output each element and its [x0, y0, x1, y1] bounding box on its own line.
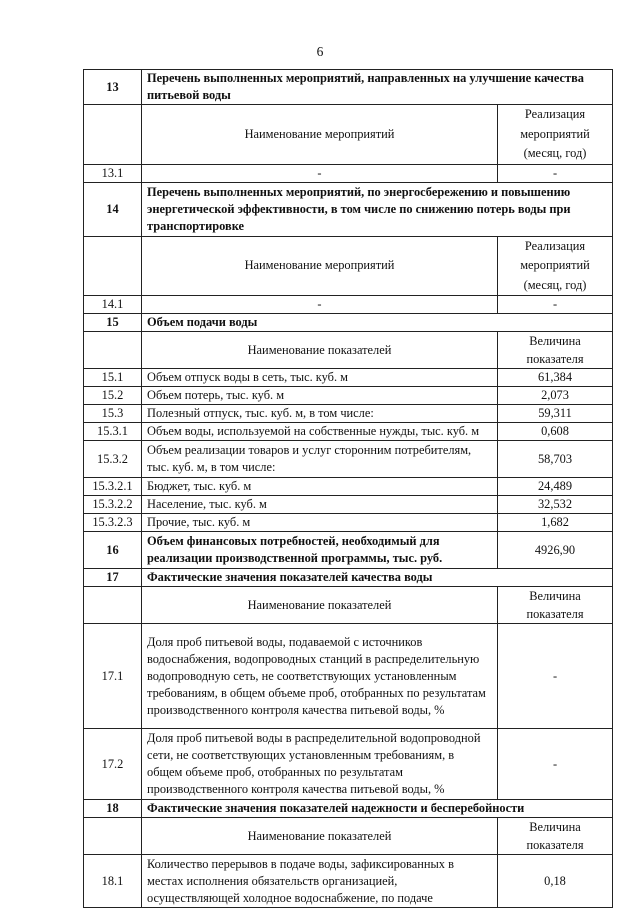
table-row: [84, 478, 613, 496]
header-row: [84, 236, 613, 296]
section-title: Перечень выполненных мероприятий, направленных на улучшение качества питьевой воды: [142, 70, 613, 105]
row-name: -: [142, 164, 498, 182]
row-name: Бюджет, тыс. куб. м: [142, 478, 498, 496]
section-number: 15: [84, 314, 142, 332]
table-row: [84, 855, 613, 908]
row-value: -: [498, 296, 613, 314]
table-row: [84, 423, 613, 441]
row-value: 61,384: [498, 369, 613, 387]
section-title: Объем финансовых потребностей, необходимый для реализации производственной программы, тыс. руб.: [142, 532, 498, 569]
row-number: 15.3: [84, 405, 142, 423]
row-number: 15.3.2: [84, 441, 142, 478]
row-value: 1,682: [498, 514, 613, 532]
column-header-value: Величина показателя: [498, 818, 613, 855]
row-value: 2,073: [498, 387, 613, 405]
row-value: 0,608: [498, 423, 613, 441]
column-header-value: Величина показателя: [498, 587, 613, 624]
row-name: Количество перерывов в подаче воды, зафиксированных в местах исполнения обязательств организацией, осуществляющей холодное водоснабжение, по подаче: [142, 855, 498, 908]
row-name: Прочие, тыс. куб. м: [142, 514, 498, 532]
header-row: [84, 332, 613, 369]
section-number: 13: [84, 70, 142, 105]
row-number: 15.1: [84, 369, 142, 387]
column-header-value: Величина показателя: [498, 332, 613, 369]
column-header-name: Наименование показателей: [142, 332, 498, 369]
column-header-name: Наименование мероприятий: [142, 105, 498, 165]
table-row: [84, 624, 613, 729]
empty-cell: [84, 105, 142, 165]
section-row-16: [84, 532, 613, 569]
row-number: 15.2: [84, 387, 142, 405]
row-number: 15.3.2.3: [84, 514, 142, 532]
section-value: 4926,90: [498, 532, 613, 569]
row-number: 17.2: [84, 729, 142, 800]
row-number: 18.1: [84, 855, 142, 908]
table-row: [84, 405, 613, 423]
row-value: -: [498, 729, 613, 800]
row-number: 17.1: [84, 624, 142, 729]
column-header-value: Реализация мероприятий (месяц, год): [498, 236, 613, 296]
empty-cell: [84, 236, 142, 296]
section-row-14: [84, 182, 613, 236]
empty-cell: [84, 332, 142, 369]
section-title: Перечень выполненных мероприятий, по энергосбережению и повышению энергетической эффективности, в том числе по снижению потерь воды при транспортировке: [142, 182, 613, 236]
row-name: Доля проб питьевой воды в распределительной водопроводной сети, не соответствующих установленным требованиям, в общем объеме проб, отобранных по результатам производственного контроля качества питьевой воды, %: [142, 729, 498, 800]
row-number: 15.3.2.1: [84, 478, 142, 496]
row-name: -: [142, 296, 498, 314]
section-row-18: [84, 800, 613, 818]
section-row-17: [84, 569, 613, 587]
section-row-15: [84, 314, 613, 332]
row-value: 59,311: [498, 405, 613, 423]
row-value: -: [498, 164, 613, 182]
row-number: 15.3.1: [84, 423, 142, 441]
row-value: -: [498, 624, 613, 729]
row-value: 58,703: [498, 441, 613, 478]
header-row: [84, 105, 613, 165]
section-number: 17: [84, 569, 142, 587]
column-header-value: Реализация мероприятий (месяц, год): [498, 105, 613, 165]
row-name: Доля проб питьевой воды, подаваемой с источников водоснабжения, водопроводных станций в распределительную водопроводную сеть, не соответствующих установленным требованиям, в общем объеме проб, отобранных по результатам производственного контроля качества питьевой воды, %: [142, 624, 498, 729]
header-row: [84, 587, 613, 624]
table-row: [84, 441, 613, 478]
row-number: 13.1: [84, 164, 142, 182]
empty-cell: [84, 587, 142, 624]
table-row: [84, 164, 613, 182]
row-name: Население, тыс. куб. м: [142, 496, 498, 514]
column-header-name: Наименование показателей: [142, 818, 498, 855]
table-row: [84, 496, 613, 514]
table-row: [84, 369, 613, 387]
column-header-name: Наименование показателей: [142, 587, 498, 624]
section-title: Фактические значения показателей качества воды: [142, 569, 613, 587]
section-number: 18: [84, 800, 142, 818]
section-title: Фактические значения показателей надежности и бесперебойности: [142, 800, 613, 818]
section-number: 16: [84, 532, 142, 569]
column-header-name: Наименование мероприятий: [142, 236, 498, 296]
table-row: [84, 387, 613, 405]
table-row: [84, 514, 613, 532]
row-value: 0,18: [498, 855, 613, 908]
section-number: 14: [84, 182, 142, 236]
empty-cell: [84, 818, 142, 855]
row-name: Объем воды, используемой на собственные нужды, тыс. куб. м: [142, 423, 498, 441]
page-number: 6: [316, 44, 324, 59]
row-value: 24,489: [498, 478, 613, 496]
row-number: 15.3.2.2: [84, 496, 142, 514]
row-value: 32,532: [498, 496, 613, 514]
row-number: 14.1: [84, 296, 142, 314]
row-name: Объем потерь, тыс. куб. м: [142, 387, 498, 405]
row-name: Объем реализации товаров и услуг сторонним потребителям, тыс. куб. м, в том числе:: [142, 441, 498, 478]
row-name: Объем отпуск воды в сеть, тыс. куб. м: [142, 369, 498, 387]
header-row: [84, 818, 613, 855]
table-row: [84, 296, 613, 314]
table-row: [84, 729, 613, 800]
section-row-13: [84, 70, 613, 105]
section-title: Объем подачи воды: [142, 314, 613, 332]
report-table: [83, 69, 613, 908]
row-name: Полезный отпуск, тыс. куб. м, в том числе:: [142, 405, 498, 423]
